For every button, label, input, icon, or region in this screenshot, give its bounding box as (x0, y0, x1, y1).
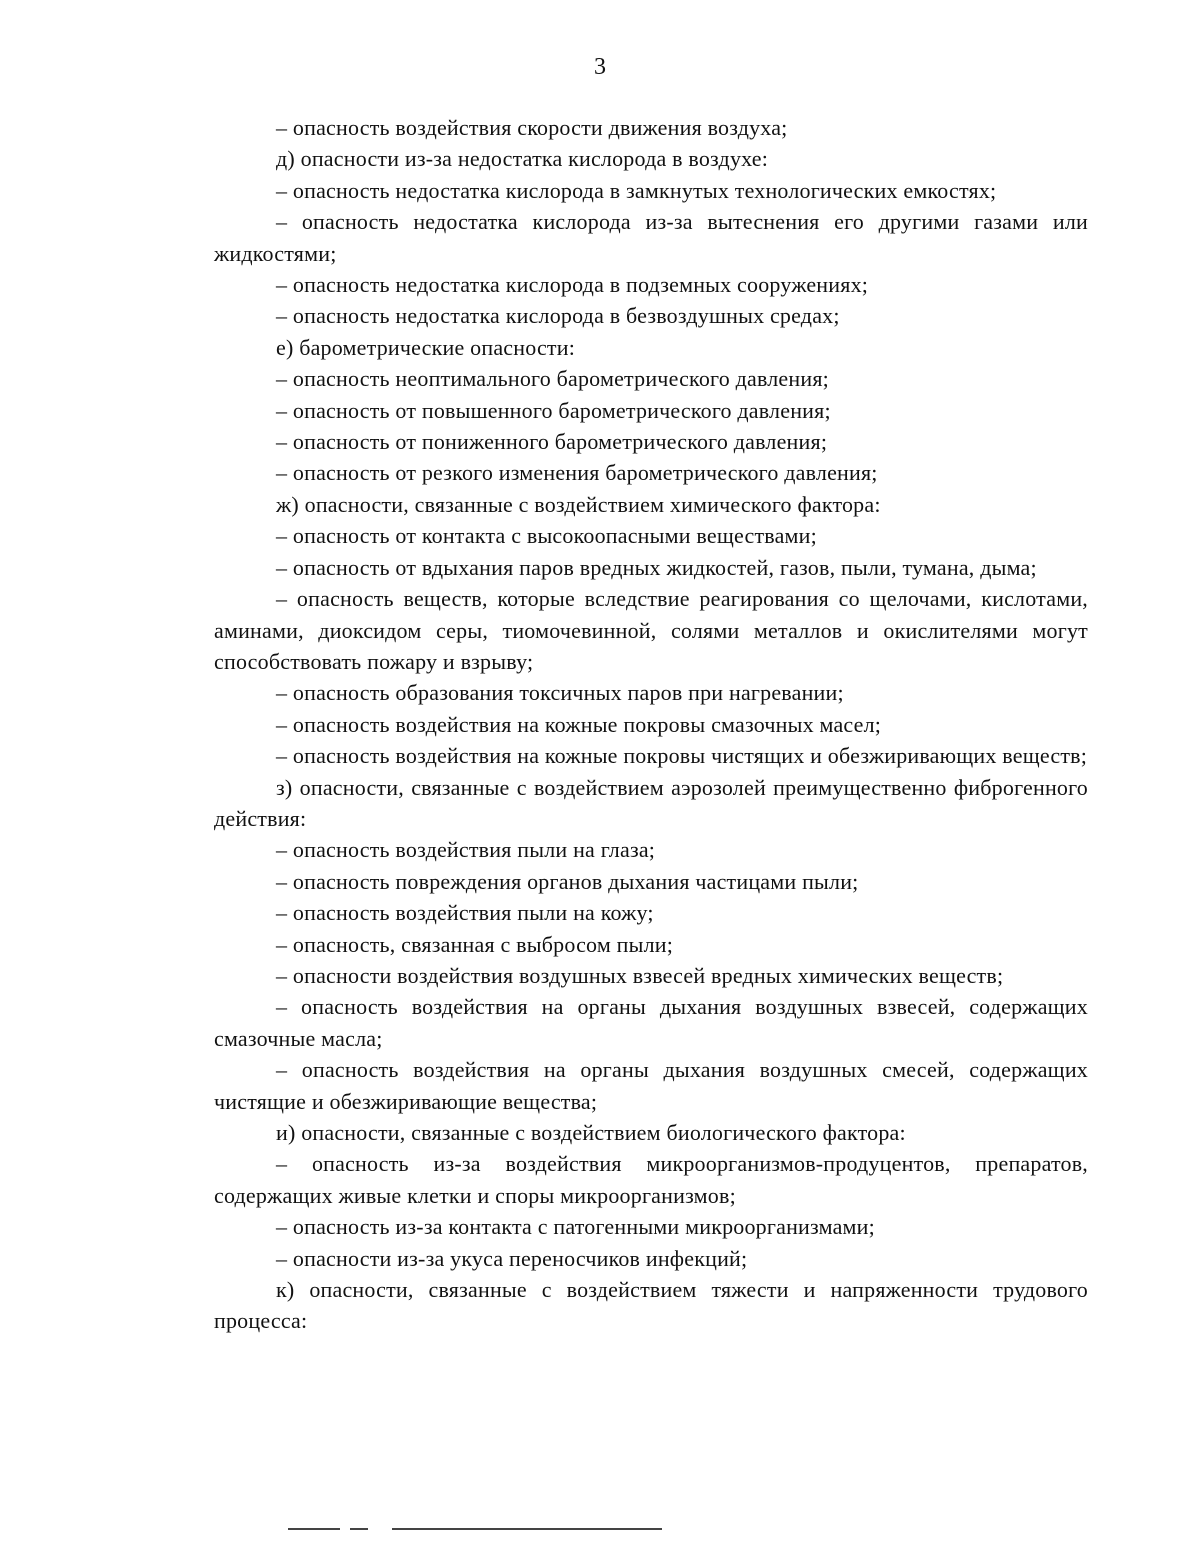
paragraph: – опасность воздействия пыли на кожу; (276, 900, 654, 926)
paragraph: – опасность недостатка кислорода в замкнутых технологических емкостях; (276, 177, 997, 203)
document-body (214, 112, 1088, 1337)
paragraph: – опасность воздействия скорости движения воздуха; (276, 115, 788, 140)
paragraph: – опасность от контакта с высокоопасными веществами; (276, 523, 817, 549)
section-heading: ж) опасности, связанные с воздействием химического фактора: (276, 491, 881, 517)
paragraph: – опасность образования токсичных паров при нагревании; (276, 680, 844, 706)
paragraph: – опасность из-за контакта с патогенными микроорганизмами; (276, 1214, 875, 1240)
paragraph: – опасность недостатка кислорода из-за вытеснения его другими газами или жидкостями; (214, 209, 1088, 266)
paragraph: – опасность неоптимального барометрического давления; (276, 366, 829, 392)
paragraph: – опасность из-за воздействия микроорганизмов-продуцентов, препаратов, содержащих живые клетки и споры микроорганизмов; (214, 1151, 1088, 1208)
paragraph: – опасность воздействия на органы дыхания воздушных смесей, содержащих чистящие и обезжиривающие вещества; (214, 1057, 1088, 1114)
paragraph: – опасность, связанная с выбросом пыли; (276, 931, 674, 957)
section-heading: д) опасности из-за недостатка кислорода в воздухе: (276, 146, 769, 172)
paragraph: – опасность от пониженного барометрического давления; (276, 429, 828, 455)
paragraph: – опасности из-за укуса переносчиков инфекций; (276, 1245, 748, 1271)
section-heading: е) барометрические опасности: (276, 334, 576, 360)
footer-rule (288, 1528, 340, 1530)
section-heading: и) опасности, связанные с воздействием биологического фактора: (276, 1120, 906, 1145)
paragraph: – опасность воздействия на кожные покровы смазочных масел; (276, 711, 882, 737)
section-heading: к) опасности, связанные с воздействием тяжести и напряженности трудового процесса: (214, 1277, 1088, 1334)
paragraph: – опасность веществ, которые вследствие реагирования со щелочами, кислотами, аминами, диоксидом серы, тиомочевинной, солями металлов и окислителями могут способствовать пожару и взрыву; (214, 586, 1088, 674)
paragraph: – опасность от вдыхания паров вредных жидкостей, газов, пыли, тумана, дыма; (276, 554, 1037, 580)
page-number: 3 (594, 54, 606, 80)
section-heading: з) опасности, связанные с воздействием аэрозолей преимущественно фиброгенного действия: (214, 774, 1088, 831)
paragraph: – опасности воздействия воздушных взвесей вредных химических веществ; (276, 962, 1004, 988)
paragraph: – опасность воздействия на кожные покровы чистящих и обезжиривающих веществ; (276, 743, 1088, 769)
paragraph: – опасность воздействия пыли на глаза; (276, 837, 656, 863)
paragraph: – опасность повреждения органов дыхания частицами пыли; (276, 868, 859, 894)
footer-rule (350, 1528, 368, 1530)
footer-rule (392, 1528, 662, 1530)
paragraph: – опасность от резкого изменения барометрического давления; (276, 460, 878, 486)
paragraph: – опасность от повышенного барометрического давления; (276, 397, 831, 423)
paragraph: – опасность воздействия на органы дыхания воздушных взвесей, содержащих смазочные масла; (214, 994, 1088, 1051)
paragraph: – опасность недостатка кислорода в безвоздушных средах; (276, 303, 840, 329)
paragraph: – опасность недостатка кислорода в подземных сооружениях; (276, 272, 869, 298)
